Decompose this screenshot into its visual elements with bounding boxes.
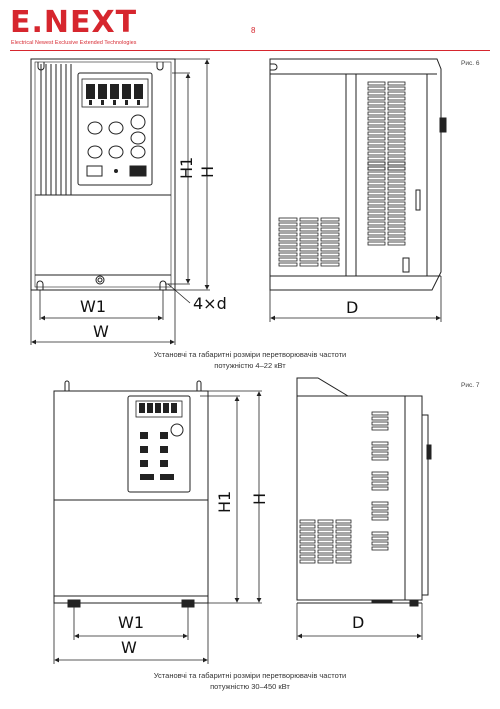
vent-slot — [388, 142, 405, 145]
vent-slot — [300, 243, 318, 246]
figure-6-caption — [100, 349, 400, 371]
fig6-dim-hole: 4×d — [193, 294, 227, 313]
vent-slot — [321, 248, 339, 251]
fig7-dim-w1: W1 — [118, 613, 144, 632]
vent-slot — [372, 442, 388, 445]
vent-slot — [300, 218, 318, 221]
fig7-side-view — [297, 378, 431, 606]
fig7-front-dimensions — [54, 391, 262, 664]
vent-slot — [372, 547, 388, 550]
vent-slot — [318, 560, 333, 563]
vent-slot — [372, 532, 388, 535]
vent-slot — [336, 525, 351, 528]
vent-slot — [368, 132, 385, 135]
vent-slot — [368, 227, 385, 230]
vent-slot — [372, 472, 388, 475]
vent-slot — [279, 228, 297, 231]
vent-slot — [318, 555, 333, 558]
vent-slot — [336, 540, 351, 543]
vent-slot — [388, 177, 405, 180]
vent-slot — [368, 82, 385, 85]
vent-slot — [321, 253, 339, 256]
vent-slot — [321, 238, 339, 241]
vent-slot — [388, 87, 405, 90]
vent-slot — [318, 525, 333, 528]
vent-slot — [368, 167, 385, 170]
vent-slot — [388, 162, 405, 165]
vent-slot — [321, 243, 339, 246]
vent-slot — [300, 535, 315, 538]
vent-slot — [388, 182, 405, 185]
vent-slot — [300, 258, 318, 261]
vent-slot — [368, 102, 385, 105]
vent-slot — [388, 242, 405, 245]
vent-slot — [388, 192, 405, 195]
vent-slot — [279, 253, 297, 256]
vent-slot — [388, 102, 405, 105]
vent-slot — [372, 452, 388, 455]
vent-slot — [388, 107, 405, 110]
logo-tagline: Electrical Newest Exclusive Extended Technologies — [11, 40, 137, 46]
fig7-keypad — [139, 403, 177, 480]
fig6-front-dimensions — [31, 59, 210, 345]
fig6-keys — [87, 115, 146, 176]
vent-slot — [321, 228, 339, 231]
vent-slot — [388, 157, 405, 160]
vent-slot — [372, 482, 388, 485]
vent-slot — [372, 537, 388, 540]
vent-slot — [368, 182, 385, 185]
fig7-dim-h: H — [250, 492, 269, 505]
vent-slot — [300, 545, 315, 548]
vent-slot — [388, 147, 405, 150]
fig7-dim-w: W — [121, 638, 137, 657]
vent-slot — [318, 535, 333, 538]
vent-slot — [318, 550, 333, 553]
vent-slot — [321, 223, 339, 226]
vent-slot — [300, 530, 315, 533]
figure-6-label: Рис. 6 — [461, 60, 480, 67]
vent-slot — [300, 238, 318, 241]
vent-slot — [279, 258, 297, 261]
vent-slot — [388, 212, 405, 215]
fig7-knob — [171, 424, 183, 436]
vent-slot — [368, 127, 385, 130]
vent-slot — [368, 162, 385, 165]
vent-slot — [368, 192, 385, 195]
vent-slot — [372, 447, 388, 450]
vent-slot — [388, 97, 405, 100]
vent-slot — [279, 263, 297, 266]
vent-slot — [372, 487, 388, 490]
vent-slot — [336, 560, 351, 563]
figure-7-label: Рис. 7 — [461, 382, 480, 389]
vent-slot — [388, 217, 405, 220]
vent-slot — [368, 107, 385, 110]
vent-slot — [368, 177, 385, 180]
vent-slot — [368, 237, 385, 240]
vent-slot — [368, 232, 385, 235]
vent-slot — [336, 545, 351, 548]
vent-slot — [300, 520, 315, 523]
figure-7-caption-line1: Установчі та габаритні розміри перетворювачів частоти — [153, 671, 347, 680]
vent-slot — [368, 242, 385, 245]
figure-6-caption-line2: потужністю 4–22 кВт — [214, 361, 286, 370]
vent-slot — [318, 540, 333, 543]
vent-slot — [368, 217, 385, 220]
logo-wordmark: E.NEXT — [10, 5, 138, 40]
vent-slot — [368, 207, 385, 210]
vent-slot — [372, 502, 388, 505]
vent-slot — [368, 172, 385, 175]
figure-7-caption — [100, 670, 400, 692]
vent-slot — [388, 187, 405, 190]
vent-slot — [300, 228, 318, 231]
vent-slot — [279, 223, 297, 226]
vent-slot — [368, 97, 385, 100]
vent-slot — [368, 112, 385, 115]
fig7-dim-h1: H1 — [215, 490, 234, 513]
fig6-dim-w1: W1 — [80, 297, 106, 316]
vent-slot — [300, 540, 315, 543]
vent-slot — [388, 222, 405, 225]
vent-slot — [388, 127, 405, 130]
vent-slot — [321, 233, 339, 236]
vent-slot — [368, 162, 385, 165]
vent-slot — [368, 147, 385, 150]
figure-7-caption-line2: потужністю 30–450 кВт — [210, 682, 290, 691]
fig7-dim-d: D — [352, 613, 365, 632]
vent-slot — [368, 157, 385, 160]
vent-slot — [368, 212, 385, 215]
vent-slot — [279, 238, 297, 241]
vent-slot — [336, 520, 351, 523]
vent-slot — [368, 202, 385, 205]
vent-slot — [388, 232, 405, 235]
vent-slot — [388, 82, 405, 85]
vent-slot — [372, 542, 388, 545]
vent-slot — [388, 227, 405, 230]
page-number: 8 — [251, 26, 256, 35]
vent-slot — [368, 122, 385, 125]
vent-slot — [368, 117, 385, 120]
vent-slot — [388, 162, 405, 165]
vent-slot — [300, 253, 318, 256]
vent-slot — [372, 507, 388, 510]
vent-slot — [279, 248, 297, 251]
fig6-keypad — [86, 84, 143, 105]
vent-slot — [368, 222, 385, 225]
vent-slot — [388, 237, 405, 240]
vent-slot — [300, 560, 315, 563]
vent-slot — [388, 122, 405, 125]
figure-6-caption-line1: Установчі та габаритні розміри перетворювачів частоти — [153, 350, 347, 359]
vent-slot — [372, 417, 388, 420]
vent-slot — [368, 152, 385, 155]
vent-slot — [368, 197, 385, 200]
vent-slot — [388, 207, 405, 210]
vent-slot — [372, 512, 388, 515]
vent-slot — [336, 555, 351, 558]
vent-slot — [321, 258, 339, 261]
vent-slot — [388, 172, 405, 175]
vent-slot — [368, 87, 385, 90]
vent-slot — [300, 555, 315, 558]
vent-slot — [372, 457, 388, 460]
vent-slot — [279, 218, 297, 221]
vent-slot — [368, 92, 385, 95]
fig6-dim-h1: H1 — [177, 156, 196, 179]
vent-slot — [300, 550, 315, 553]
vent-slot — [372, 477, 388, 480]
vent-slot — [368, 187, 385, 190]
vent-slot — [318, 545, 333, 548]
vent-slot — [318, 530, 333, 533]
vent-slot — [372, 412, 388, 415]
vent-slot — [300, 233, 318, 236]
fig6-dim-w: W — [93, 322, 109, 341]
vent-slot — [372, 517, 388, 520]
vent-slot — [388, 117, 405, 120]
vent-slot — [321, 263, 339, 266]
fig6-side-view — [270, 59, 446, 290]
vent-slot — [388, 112, 405, 115]
vent-slot — [388, 197, 405, 200]
vent-slot — [388, 202, 405, 205]
vent-slot — [318, 520, 333, 523]
vent-slot — [388, 152, 405, 155]
vent-slot — [300, 223, 318, 226]
vent-slot — [336, 535, 351, 538]
vent-slot — [388, 137, 405, 140]
vent-slot — [388, 167, 405, 170]
vent-slot — [300, 248, 318, 251]
fig6-dim-d: D — [346, 298, 359, 317]
vent-slot — [300, 525, 315, 528]
fig6-side-vents — [279, 82, 405, 266]
vent-slot — [368, 142, 385, 145]
vent-slot — [368, 137, 385, 140]
vent-slot — [368, 167, 385, 170]
fig7-front-view — [54, 381, 208, 607]
vent-slot — [300, 263, 318, 266]
vent-slot — [279, 243, 297, 246]
vent-slot — [372, 427, 388, 430]
fig6-dim-h: H — [198, 165, 217, 178]
fig7-side-vents — [300, 412, 388, 563]
vent-slot — [336, 550, 351, 553]
vent-slot — [388, 92, 405, 95]
vent-slot — [388, 167, 405, 170]
vent-slot — [336, 530, 351, 533]
vent-slot — [279, 233, 297, 236]
vent-slot — [372, 422, 388, 425]
vent-slot — [321, 218, 339, 221]
vent-slot — [388, 132, 405, 135]
